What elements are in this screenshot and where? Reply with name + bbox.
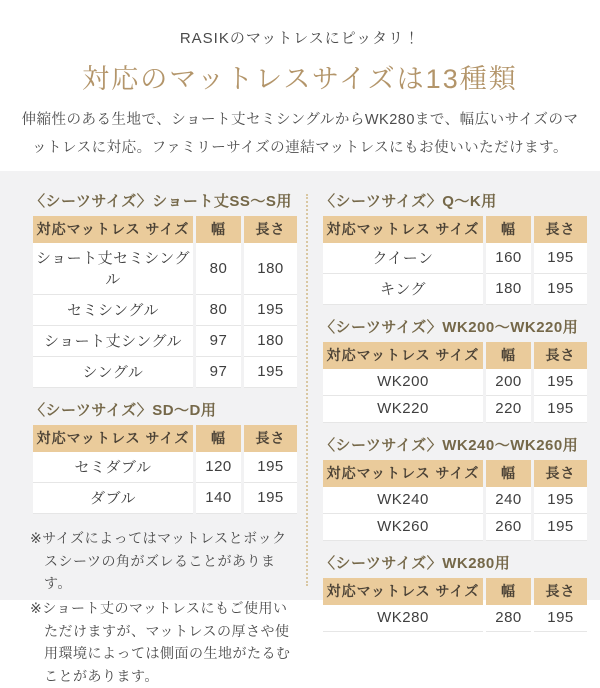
table-row: [323, 396, 587, 423]
table-row: [33, 243, 297, 295]
cell-width: 140: [196, 483, 241, 514]
cell-length: 195: [244, 295, 297, 326]
table-header-row: [33, 216, 297, 243]
size-tables-section: [0, 171, 600, 685]
cell-width: 97: [196, 326, 241, 357]
header-mattress-size: 対応マットレス サイズ: [33, 216, 193, 243]
cell-length: 195: [244, 452, 297, 483]
table-row: [33, 483, 297, 514]
cell-width: 200: [486, 369, 531, 396]
table-row: [323, 605, 587, 632]
cell-width: 80: [196, 295, 241, 326]
header-mattress-size: 対応マットレス サイズ: [323, 460, 483, 487]
table-row: [33, 357, 297, 388]
table-row: [33, 326, 297, 357]
cell-length: 195: [534, 605, 587, 632]
section-wk200-wk220: [320, 316, 584, 423]
table-row: [323, 514, 587, 541]
cell-length: 195: [534, 514, 587, 541]
cell-width: 160: [486, 243, 531, 274]
cell-length: 195: [534, 369, 587, 396]
size-table-wk240-wk260: [320, 460, 590, 541]
cell-length: 195: [534, 274, 587, 305]
header-width: 幅: [486, 460, 531, 487]
section-title: 〈シーツサイズ〉SD〜D用: [30, 402, 217, 419]
cell-length: 180: [244, 243, 297, 295]
size-table-sd-d: [30, 425, 300, 514]
section-short-ss-s: [30, 190, 294, 388]
size-table-q-k: [320, 216, 590, 305]
header-width: 幅: [196, 216, 241, 243]
table-row: [323, 274, 587, 305]
header-length: 長さ: [534, 342, 587, 369]
cell-width: 120: [196, 452, 241, 483]
cell-length: 195: [534, 243, 587, 274]
cell-width: 240: [486, 487, 531, 514]
page-title: 対応のマットレスサイズは13種類: [82, 64, 518, 94]
footnotes: [30, 527, 294, 688]
table-header-row: [33, 425, 297, 452]
header-length: 長さ: [534, 216, 587, 243]
cell-size: キング: [323, 274, 483, 305]
size-table-wk280: [320, 578, 590, 632]
section-q-k: [320, 190, 584, 305]
section-sd-d: [30, 399, 294, 514]
header-length: 長さ: [534, 578, 587, 605]
header-width: 幅: [486, 342, 531, 369]
section-title: 〈シーツサイズ〉ショート丈SS〜S用: [30, 193, 292, 210]
table-row: [323, 369, 587, 396]
section-title: 〈シーツサイズ〉WK280用: [320, 555, 511, 572]
cell-size: ショート丈セミシングル: [33, 243, 193, 295]
table-row: [323, 487, 587, 514]
section-wk240-wk260: [320, 434, 584, 541]
table-header-row: [323, 216, 587, 243]
table-row: [33, 452, 297, 483]
cell-size: ショート丈シングル: [33, 326, 193, 357]
header-width: 幅: [196, 425, 241, 452]
cell-size: WK260: [323, 514, 483, 541]
cell-size: WK220: [323, 396, 483, 423]
footnote-short-length: ※ショート丈のマットレスにもご使用いただけますが、マットレスの厚さや使用環境によっては側面の生地がたるむことがあります。: [30, 600, 291, 685]
table-header-row: [323, 460, 587, 487]
header-length: 長さ: [534, 460, 587, 487]
cell-width: 80: [196, 243, 241, 295]
header-mattress-size: 対応マットレス サイズ: [323, 216, 483, 243]
cell-size: WK280: [323, 605, 483, 632]
cell-length: 195: [244, 483, 297, 514]
cell-size: シングル: [33, 357, 193, 388]
header-width: 幅: [486, 216, 531, 243]
cell-width: 280: [486, 605, 531, 632]
section-title: 〈シーツサイズ〉Q〜K用: [320, 193, 497, 210]
hero-tagline: RASIKのマットレスにピッタリ！: [179, 30, 421, 47]
cell-width: 97: [196, 357, 241, 388]
header-mattress-size: 対応マットレス サイズ: [323, 342, 483, 369]
header-width: 幅: [486, 578, 531, 605]
column-divider: [306, 194, 308, 586]
hero-section: [0, 0, 600, 171]
header-length: 長さ: [244, 425, 297, 452]
cell-size: WK240: [323, 487, 483, 514]
cell-size: WK200: [323, 369, 483, 396]
cell-length: 180: [244, 326, 297, 357]
header-mattress-size: 対応マットレス サイズ: [33, 425, 193, 452]
cell-length: 195: [534, 396, 587, 423]
left-column: [30, 190, 294, 685]
cell-width: 260: [486, 514, 531, 541]
size-table-short-ss-s: [30, 216, 300, 388]
cell-width: 220: [486, 396, 531, 423]
table-header-row: [323, 578, 587, 605]
footnote-size-mismatch: ※サイズによってはマットレスとボックスシーツの角がズレることがあります。: [30, 530, 287, 592]
cell-length: 195: [244, 357, 297, 388]
table-row: [323, 243, 587, 274]
section-title: 〈シーツサイズ〉WK240〜WK260用: [320, 437, 579, 454]
header-mattress-size: 対応マットレス サイズ: [323, 578, 483, 605]
cell-size: セミダブル: [33, 452, 193, 483]
hero-description: 伸縮性のある生地で、ショート丈セミシングルからWK280まで、幅広いサイズのマットレスに対応。ファミリーサイズの連結マットレスにもお使いいただけます。: [21, 112, 579, 156]
cell-size: ダブル: [33, 483, 193, 514]
table-row: [33, 295, 297, 326]
cell-length: 195: [534, 487, 587, 514]
right-column: [320, 190, 584, 626]
table-header-row: [323, 342, 587, 369]
section-wk280: [320, 552, 584, 632]
cell-size: セミシングル: [33, 295, 193, 326]
header-length: 長さ: [244, 216, 297, 243]
section-title: 〈シーツサイズ〉WK200〜WK220用: [320, 319, 579, 336]
size-table-wk200-wk220: [320, 342, 590, 423]
cell-width: 180: [486, 274, 531, 305]
cell-size: クイーン: [323, 243, 483, 274]
